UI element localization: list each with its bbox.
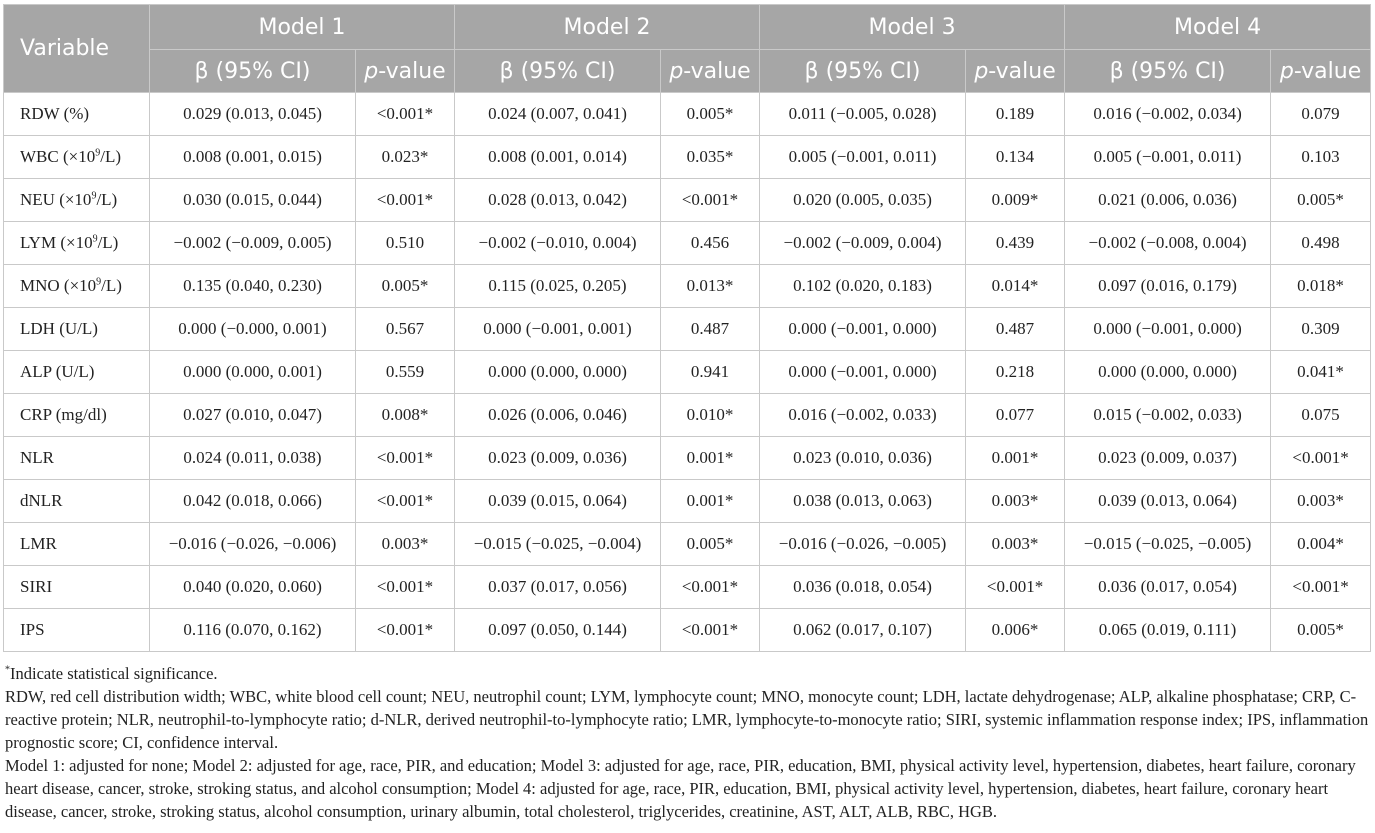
cell-p-value: 0.134	[966, 136, 1065, 179]
row-variable	[4, 265, 150, 308]
cell-p-value: 0.001*	[661, 437, 760, 480]
significance-mark: *	[5, 664, 10, 676]
abbreviations-note: RDW, red cell distribution width; WBC, white blood cell count; NEU, neutrophil count; LYM, lymphocyte count; MNO, monocyte count; LDH, lactate dehydrogenase; ALP, alkaline phosphatase; CRP, C-reactive protein; NLR, neutrophil-to-lymphocyte ratio; d-NLR, derived neutrophil-to-lymphocyte ratio; LMR, lymphocyte-to-monocyte ratio; SIRI, systemic inflammation response index; IPS, inflammation prognostic score; CI, confidence interval.	[5, 687, 1369, 752]
subheader-p-italic: p	[1279, 58, 1294, 84]
cell-p-value: 0.005*	[1271, 179, 1371, 222]
cell-beta-ci: 0.026 (0.006, 0.046)	[455, 394, 661, 437]
variable-exponent: 9	[92, 233, 98, 245]
cell-beta-ci: 0.037 (0.017, 0.056)	[455, 566, 661, 609]
row-variable	[4, 136, 150, 179]
cell-p-value: 0.006*	[966, 609, 1065, 652]
cell-beta-ci: 0.016 (−0.002, 0.033)	[760, 394, 966, 437]
table-row	[4, 394, 1371, 437]
variable-label: RDW (%)	[20, 104, 90, 123]
table-row	[4, 566, 1371, 609]
cell-p-value: 0.005*	[356, 265, 455, 308]
row-variable	[4, 179, 150, 222]
cell-p-value: 0.023*	[356, 136, 455, 179]
cell-p-value: 0.103	[1271, 136, 1371, 179]
cell-p-value: <0.001*	[356, 437, 455, 480]
significance-text: Indicate statistical significance.	[10, 664, 218, 683]
variable-label: ALP (U/L)	[20, 362, 95, 381]
significance-note	[5, 662, 1370, 685]
cell-beta-ci: 0.115 (0.025, 0.205)	[455, 265, 661, 308]
cell-beta-ci: 0.023 (0.010, 0.036)	[760, 437, 966, 480]
regression-table	[3, 4, 1371, 652]
cell-p-value: <0.001*	[356, 93, 455, 136]
table-row	[4, 265, 1371, 308]
cell-p-value: <0.001*	[356, 566, 455, 609]
variable-label: LDH (U/L)	[20, 319, 98, 338]
cell-p-value: 0.559	[356, 351, 455, 394]
cell-p-value: 0.218	[966, 351, 1065, 394]
cell-beta-ci: −0.016 (−0.026, −0.006)	[150, 523, 356, 566]
cell-beta-ci: 0.042 (0.018, 0.066)	[150, 480, 356, 523]
cell-beta-ci: 0.023 (0.009, 0.036)	[455, 437, 661, 480]
cell-beta-ci: 0.011 (−0.005, 0.028)	[760, 93, 966, 136]
cell-beta-ci: 0.000 (−0.001, 0.000)	[760, 351, 966, 394]
cell-p-value: 0.035*	[661, 136, 760, 179]
cell-beta-ci: −0.002 (−0.008, 0.004)	[1065, 222, 1271, 265]
row-variable	[4, 394, 150, 437]
cell-p-value: 0.005*	[661, 523, 760, 566]
cell-p-value: <0.001*	[661, 179, 760, 222]
cell-p-value: <0.001*	[966, 566, 1065, 609]
variable-unit: /L)	[97, 233, 119, 252]
cell-beta-ci: 0.039 (0.013, 0.064)	[1065, 480, 1271, 523]
row-variable	[4, 609, 150, 652]
table-row	[4, 480, 1371, 523]
cell-p-value: 0.075	[1271, 394, 1371, 437]
cell-beta-ci: 0.097 (0.050, 0.144)	[455, 609, 661, 652]
cell-beta-ci: 0.005 (−0.001, 0.011)	[760, 136, 966, 179]
subheader-beta-ci: β (95% CI)	[455, 50, 661, 93]
models-note: Model 1: adjusted for none; Model 2: adjusted for age, race, PIR, and education; Model 3: adjusted for age, race, PIR, education, BMI, physical activity level, hypertension, diabetes, heart failure, coronary heart disease, cancer, stroke, stroking status, and alcohol consumption; Model 4: adjusted for age, race, PIR, education, BMI, physical activity level, hypertension, diabetes, heart failure, coronary heart disease, cancer, stroke, stroking status, alcohol consumption, urinary albumin, total cholesterol, triglycerides, creatinine, AST, ALT, ALB, RBC, HGB.	[5, 756, 1356, 821]
cell-beta-ci: 0.039 (0.015, 0.064)	[455, 480, 661, 523]
cell-beta-ci: −0.016 (−0.026, −0.005)	[760, 523, 966, 566]
table-row	[4, 93, 1371, 136]
cell-p-value: 0.510	[356, 222, 455, 265]
cell-p-value: <0.001*	[1271, 566, 1371, 609]
cell-beta-ci: 0.024 (0.007, 0.041)	[455, 93, 661, 136]
subheader-row	[4, 50, 1371, 93]
cell-beta-ci: 0.038 (0.013, 0.063)	[760, 480, 966, 523]
table-row	[4, 222, 1371, 265]
table-row	[4, 437, 1371, 480]
cell-p-value: 0.079	[1271, 93, 1371, 136]
cell-p-value: 0.941	[661, 351, 760, 394]
cell-p-value: 0.004*	[1271, 523, 1371, 566]
variable-label: NEU (×10	[20, 190, 92, 209]
cell-beta-ci: 0.024 (0.011, 0.038)	[150, 437, 356, 480]
cell-p-value: 0.041*	[1271, 351, 1371, 394]
cell-beta-ci: 0.000 (−0.001, 0.000)	[1065, 308, 1271, 351]
subheader-p-italic: p	[669, 58, 684, 84]
variable-label: LMR	[20, 534, 57, 553]
variable-exponent: 9	[95, 147, 101, 159]
variable-label: MNO (×10	[20, 276, 97, 295]
cell-beta-ci: 0.020 (0.005, 0.035)	[760, 179, 966, 222]
cell-beta-ci: 0.102 (0.020, 0.183)	[760, 265, 966, 308]
cell-beta-ci: 0.016 (−0.002, 0.034)	[1065, 93, 1271, 136]
cell-p-value: 0.439	[966, 222, 1065, 265]
row-variable	[4, 93, 150, 136]
header-model-2: Model 2	[455, 5, 760, 50]
cell-p-value: <0.001*	[1271, 437, 1371, 480]
cell-beta-ci: 0.065 (0.019, 0.111)	[1065, 609, 1271, 652]
cell-p-value: 0.013*	[661, 265, 760, 308]
cell-p-value: 0.003*	[966, 523, 1065, 566]
subheader-p-italic: p	[364, 58, 379, 84]
variable-label: LYM (×10	[20, 233, 93, 252]
cell-p-value: 0.309	[1271, 308, 1371, 351]
cell-beta-ci: 0.027 (0.010, 0.047)	[150, 394, 356, 437]
row-variable	[4, 523, 150, 566]
table-row	[4, 179, 1371, 222]
cell-p-value: 0.010*	[661, 394, 760, 437]
cell-p-value: 0.003*	[1271, 480, 1371, 523]
cell-p-value: 0.003*	[356, 523, 455, 566]
row-variable	[4, 308, 150, 351]
subheader-p-rest: -value	[378, 58, 446, 84]
cell-beta-ci: 0.030 (0.015, 0.044)	[150, 179, 356, 222]
header-model-4: Model 4	[1065, 5, 1371, 50]
table-header	[4, 5, 1371, 93]
cell-beta-ci: 0.135 (0.040, 0.230)	[150, 265, 356, 308]
subheader-p-rest: -value	[683, 58, 751, 84]
table-row	[4, 136, 1371, 179]
subheader-p-rest: -value	[988, 58, 1056, 84]
document	[3, 4, 1370, 823]
cell-p-value: 0.456	[661, 222, 760, 265]
header-model-1: Model 1	[150, 5, 455, 50]
variable-unit: /L)	[96, 190, 118, 209]
variable-exponent: 9	[91, 190, 97, 202]
cell-beta-ci: 0.015 (−0.002, 0.033)	[1065, 394, 1271, 437]
cell-p-value: 0.487	[661, 308, 760, 351]
cell-beta-ci: 0.000 (0.000, 0.000)	[1065, 351, 1271, 394]
cell-beta-ci: 0.021 (0.006, 0.036)	[1065, 179, 1271, 222]
header-model-3: Model 3	[760, 5, 1065, 50]
header-variable: Variable	[4, 5, 150, 93]
table-row	[4, 308, 1371, 351]
table-row	[4, 609, 1371, 652]
cell-beta-ci: −0.002 (−0.009, 0.005)	[150, 222, 356, 265]
cell-p-value: 0.014*	[966, 265, 1065, 308]
cell-p-value: <0.001*	[661, 609, 760, 652]
subheader-beta-ci: β (95% CI)	[760, 50, 966, 93]
variable-exponent: 9	[96, 276, 102, 288]
cell-p-value: 0.189	[966, 93, 1065, 136]
cell-beta-ci: 0.000 (−0.001, 0.001)	[455, 308, 661, 351]
cell-beta-ci: 0.000 (−0.000, 0.001)	[150, 308, 356, 351]
cell-beta-ci: −0.002 (−0.009, 0.004)	[760, 222, 966, 265]
subheader-beta-ci: β (95% CI)	[1065, 50, 1271, 93]
cell-p-value: 0.005*	[661, 93, 760, 136]
table-body	[4, 93, 1371, 652]
cell-p-value: 0.487	[966, 308, 1065, 351]
subheader-p-value	[356, 50, 455, 93]
table-footnotes	[3, 662, 1370, 823]
subheader-p-rest: -value	[1293, 58, 1362, 84]
cell-p-value: 0.077	[966, 394, 1065, 437]
cell-beta-ci: 0.097 (0.016, 0.179)	[1065, 265, 1271, 308]
subheader-p-italic: p	[974, 58, 989, 84]
variable-label: WBC (×10	[20, 147, 96, 166]
row-variable	[4, 222, 150, 265]
variable-label: NLR	[20, 448, 54, 467]
subheader-beta-ci: β (95% CI)	[150, 50, 356, 93]
cell-beta-ci: 0.036 (0.018, 0.054)	[760, 566, 966, 609]
cell-p-value: <0.001*	[356, 609, 455, 652]
variable-unit: /L)	[100, 147, 122, 166]
variable-label: IPS	[20, 620, 45, 639]
cell-beta-ci: 0.023 (0.009, 0.037)	[1065, 437, 1271, 480]
cell-beta-ci: 0.008 (0.001, 0.014)	[455, 136, 661, 179]
cell-beta-ci: 0.028 (0.013, 0.042)	[455, 179, 661, 222]
cell-p-value: <0.001*	[661, 566, 760, 609]
variable-label: dNLR	[20, 491, 63, 510]
cell-beta-ci: 0.005 (−0.001, 0.011)	[1065, 136, 1271, 179]
cell-beta-ci: 0.008 (0.001, 0.015)	[150, 136, 356, 179]
cell-beta-ci: 0.000 (0.000, 0.001)	[150, 351, 356, 394]
cell-beta-ci: 0.116 (0.070, 0.162)	[150, 609, 356, 652]
cell-p-value: 0.003*	[966, 480, 1065, 523]
cell-p-value: 0.009*	[966, 179, 1065, 222]
cell-p-value: 0.005*	[1271, 609, 1371, 652]
cell-beta-ci: 0.062 (0.017, 0.107)	[760, 609, 966, 652]
row-variable	[4, 566, 150, 609]
cell-p-value: 0.001*	[661, 480, 760, 523]
cell-beta-ci: 0.040 (0.020, 0.060)	[150, 566, 356, 609]
subheader-p-value	[661, 50, 760, 93]
cell-p-value: 0.498	[1271, 222, 1371, 265]
cell-beta-ci: −0.002 (−0.010, 0.004)	[455, 222, 661, 265]
variable-label: SIRI	[20, 577, 53, 596]
subheader-p-value	[966, 50, 1065, 93]
row-variable	[4, 437, 150, 480]
cell-beta-ci: 0.029 (0.013, 0.045)	[150, 93, 356, 136]
subheader-p-value	[1271, 50, 1371, 93]
cell-beta-ci: 0.036 (0.017, 0.054)	[1065, 566, 1271, 609]
cell-p-value: 0.018*	[1271, 265, 1371, 308]
cell-beta-ci: 0.000 (−0.001, 0.000)	[760, 308, 966, 351]
cell-beta-ci: −0.015 (−0.025, −0.005)	[1065, 523, 1271, 566]
table-row	[4, 351, 1371, 394]
cell-beta-ci: −0.015 (−0.025, −0.004)	[455, 523, 661, 566]
cell-p-value: 0.567	[356, 308, 455, 351]
variable-unit: /L)	[101, 276, 122, 295]
variable-label: CRP (mg/dl)	[20, 405, 107, 424]
row-variable	[4, 351, 150, 394]
cell-p-value: <0.001*	[356, 179, 455, 222]
cell-p-value: 0.001*	[966, 437, 1065, 480]
cell-p-value: 0.008*	[356, 394, 455, 437]
cell-beta-ci: 0.000 (0.000, 0.000)	[455, 351, 661, 394]
row-variable	[4, 480, 150, 523]
cell-p-value: <0.001*	[356, 480, 455, 523]
table-row	[4, 523, 1371, 566]
